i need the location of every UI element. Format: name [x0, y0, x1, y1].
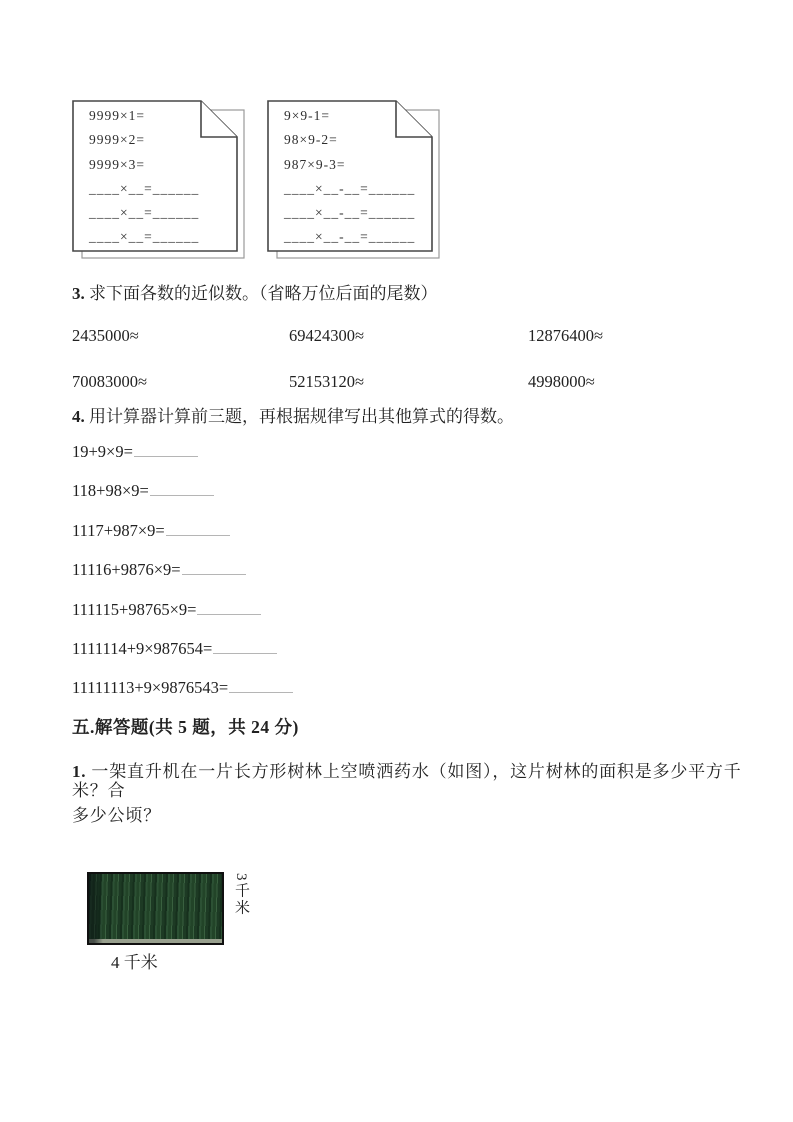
- note-blank-equation: ____×__-__=______: [284, 229, 416, 245]
- note-equations: [284, 104, 426, 250]
- question-4-header: [72, 402, 514, 427]
- note-equation: 9999×2=: [89, 132, 145, 148]
- question-title: 求下面各数的近似数。（省略万位后面的尾数）: [89, 284, 438, 303]
- expression-line: [72, 522, 293, 561]
- expression-line: [72, 443, 293, 482]
- answer-blank: [150, 483, 214, 496]
- note-equation: 9999×3=: [89, 156, 145, 172]
- note-equation: 987×9-3=: [284, 156, 346, 172]
- expression-text: 11116+9876×9=: [72, 560, 181, 580]
- answer-blank: [166, 523, 230, 536]
- expression-line: [72, 561, 293, 600]
- approximation-item: 12876400≈: [528, 326, 604, 345]
- note-blank-equation: ____×__=______: [89, 205, 200, 221]
- approximation-item: 2435000≈: [72, 326, 139, 345]
- expression-line: [72, 482, 293, 521]
- note-blank-equation: ____×__=______: [89, 229, 200, 245]
- question-number: 1.: [72, 762, 87, 781]
- note-blank-equation: ____×__-__=______: [284, 180, 416, 196]
- question-4-expressions: [72, 443, 293, 719]
- section-5-header: 五.解答题(共 5 题，共 24 分): [72, 717, 299, 737]
- expression-text: 19+9×9=: [72, 442, 133, 461]
- note-card-subtraction: [267, 100, 443, 268]
- note-equation: 9999×1=: [89, 108, 145, 123]
- problem-text: 一架直升机在一片长方形树林上空喷洒药水（如图），这片树林的面积是多少平方千米？合: [72, 762, 742, 800]
- expression-line: [72, 679, 293, 718]
- problem-text-line: 多少公顷？: [72, 806, 161, 825]
- note-blank-equation: ____×__=______: [89, 180, 200, 196]
- approximation-item: 52153120≈: [289, 372, 365, 391]
- note-card-multiplication: [72, 100, 248, 268]
- height-dimension-label: 3千米: [233, 873, 249, 917]
- approximation-item: 70083000≈: [72, 372, 148, 391]
- answer-blank: [197, 602, 261, 615]
- expression-line: [72, 601, 293, 640]
- question-number: 3.: [72, 284, 85, 303]
- question-title: 用计算器计算前三题，再根据规律写出其他算式的得数。: [89, 407, 514, 426]
- expression-text: 111115+98765×9=: [72, 599, 197, 619]
- note-equation: 9×9-1=: [284, 108, 330, 123]
- note-cards-row: [72, 100, 443, 268]
- note-equations: [89, 104, 231, 250]
- expression-line: [72, 640, 293, 679]
- answer-blank: [213, 641, 277, 654]
- expression-text: 1117+987×9=: [72, 520, 165, 540]
- question-number: 4.: [72, 407, 85, 426]
- expression-text: 11111113+9×9876543=: [72, 678, 229, 698]
- forest-photo: [87, 872, 224, 945]
- width-dimension-label: 4 千米: [111, 953, 158, 972]
- approximation-item: 4998000≈: [528, 372, 595, 391]
- question-3-header: [72, 279, 438, 304]
- answer-blank: [182, 562, 246, 575]
- approximation-item: 69424300≈: [289, 326, 365, 345]
- expression-text: 1111114+9×987654=: [72, 638, 213, 658]
- problem-1-text: [72, 762, 752, 850]
- note-equation: 98×9-2=: [284, 132, 338, 148]
- note-blank-equation: ____×__-__=______: [284, 205, 416, 221]
- answer-blank: [229, 680, 293, 693]
- expression-text: 118+98×9=: [72, 481, 149, 501]
- answer-blank: [134, 444, 198, 457]
- problem-text-line: [72, 762, 752, 806]
